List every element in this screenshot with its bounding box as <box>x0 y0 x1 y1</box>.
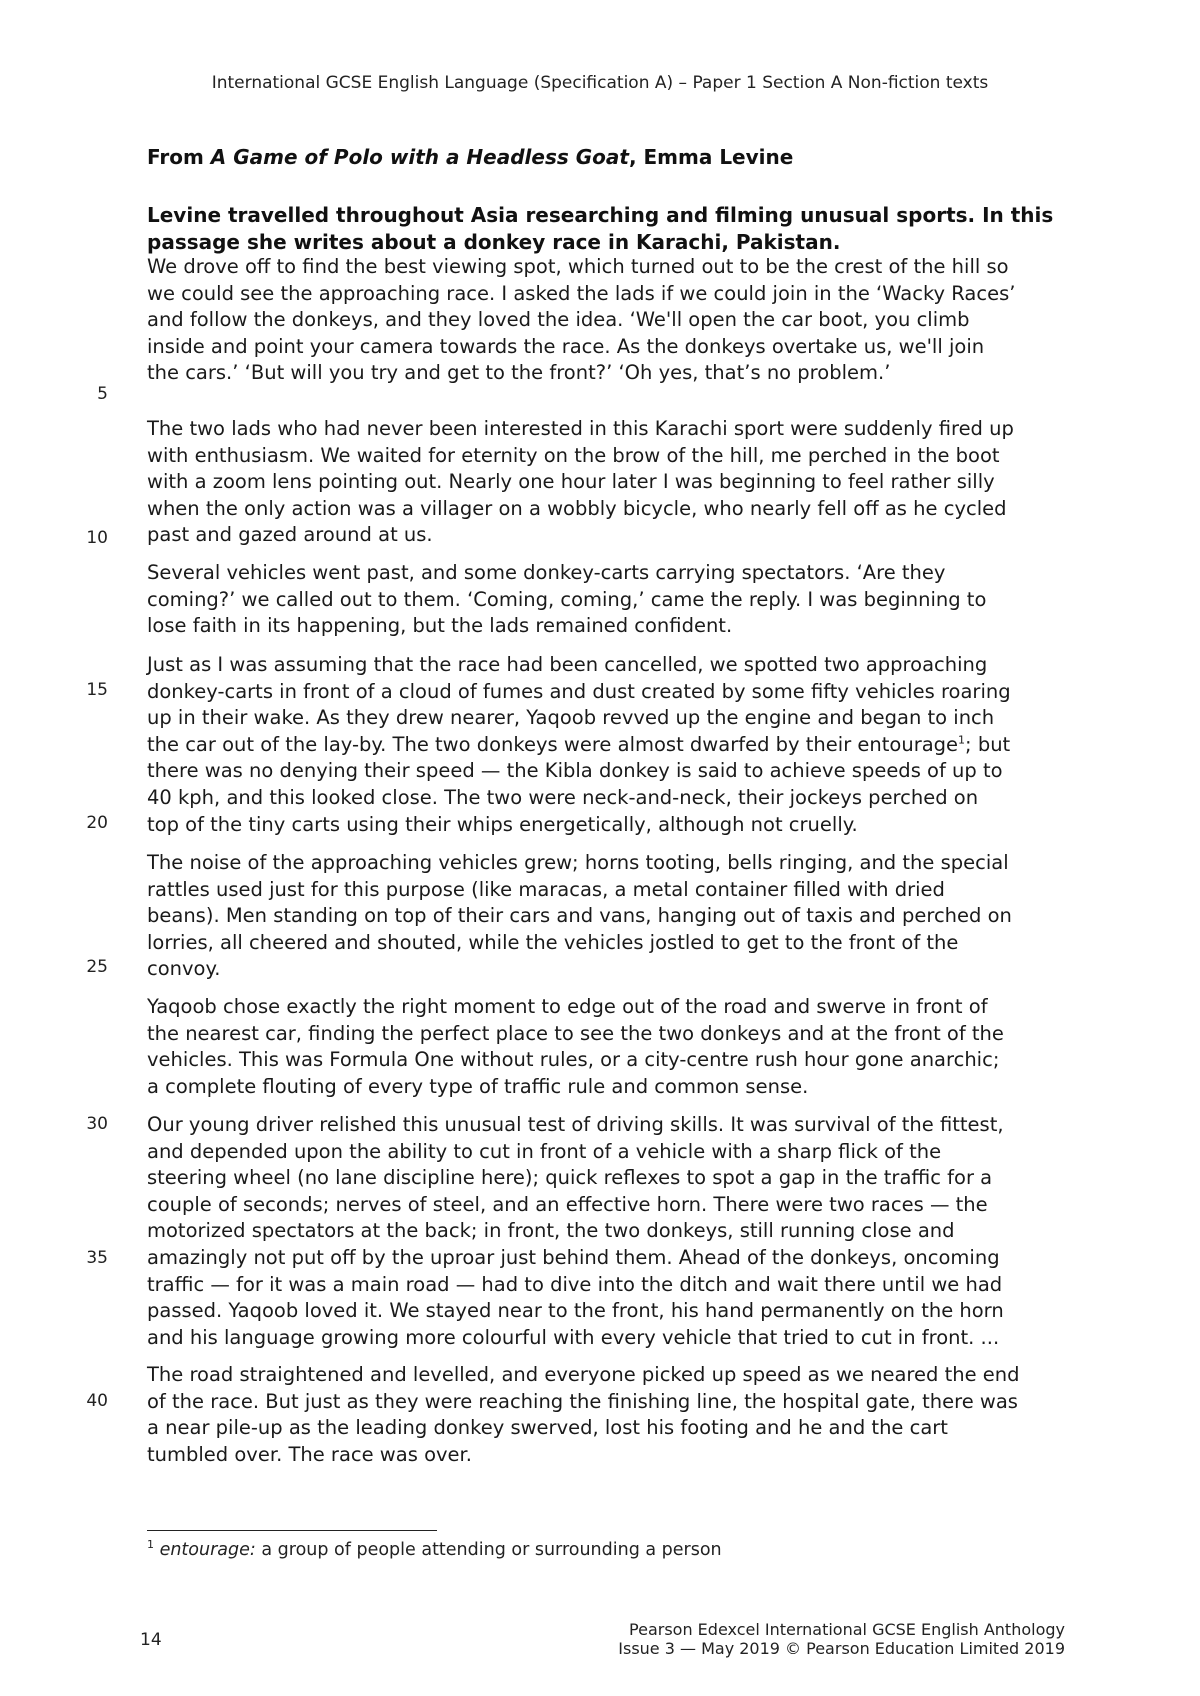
text-line: tumbled over. The race was over. <box>147 1442 472 1466</box>
text-line: inside and point your camera towards the race. As the donkeys overtake us, we'll join <box>147 334 985 358</box>
text-line: lorries, all cheered and shouted, while the vehicles jostled to get to the front of the <box>147 930 959 954</box>
paragraph-8 <box>147 1362 1092 1468</box>
text-line: the nearest car, finding the perfect place to see the two donkeys and at the front of the <box>147 1021 1004 1045</box>
paragraph-5 <box>147 850 1092 983</box>
text-line: and his language growing more colourful with every vehicle that tried to cut in front. ... <box>147 1325 1000 1349</box>
text-line-start: the car out of the lay-by. The two donkeys were almost dwarfed by their entourage <box>147 732 959 756</box>
text-line: The noise of the approaching vehicles grew; horns tooting, bells ringing, and the special <box>147 851 1009 874</box>
footnote-marker: 1 <box>147 1538 154 1552</box>
footnote-divider <box>147 1530 437 1531</box>
text-line: there was no denying their speed — the Kibla donkey is said to achieve speeds of up to <box>147 759 1003 783</box>
text-line: of the race. But just as they were reaching the finishing line, the hospital gate, there was <box>147 1389 1018 1413</box>
footer-line: Issue 3 — May 2019 © Pearson Education Limited 2019 <box>618 1639 1065 1658</box>
footnote-term: entourage: <box>159 1540 256 1560</box>
text-line: lose faith in its happening, but the lads remained confident. <box>147 614 733 638</box>
text-line: donkey-carts in front of a cloud of fumes and dust created by some fifty vehicles roaring <box>147 679 1011 703</box>
text-line: rattles used just for this purpose (like maracas, a metal container filled with dried <box>147 877 945 901</box>
line-number: 35 <box>86 1248 108 1268</box>
footnote <box>147 1540 722 1560</box>
text-line: and depended upon the ability to cut in front of a vehicle with a sharp flick of the <box>147 1139 942 1163</box>
title-author: , Emma Levine <box>628 145 794 169</box>
text-line: a near pile-up as the leading donkey swerved, lost his footing and he and the cart <box>147 1416 948 1440</box>
text-line: amazingly not put off by the uproar just behind them. Ahead of the donkeys, oncoming <box>147 1245 1000 1269</box>
text-line: when the only action was a villager on a wobbly bicycle, who nearly fell off as he cycled <box>147 496 1007 520</box>
text-line: with enthusiasm. We waited for eternity on the brow of the hill, me perched in the boot <box>147 443 1000 467</box>
page-number: 14 <box>140 1630 162 1650</box>
text-line: motorized spectators at the back; in front, the two donkeys, still running close and <box>147 1219 955 1243</box>
running-header: International GCSE English Language (Specification A) – Paper 1 Section A Non-fiction texts <box>211 73 989 93</box>
line-number: 25 <box>86 957 108 977</box>
paragraph-4 <box>147 652 1092 838</box>
text-line: beans). Men standing on top of their cars and vans, hanging out of taxis and perched on <box>147 904 1012 928</box>
text-line: vehicles. This was Formula One without rules, or a city-centre rush hour gone anarchic; <box>147 1048 1000 1072</box>
text-line: convoy. <box>147 957 221 981</box>
text-line-end: ; but <box>965 732 1011 756</box>
text-line: past and gazed around at us. <box>147 523 433 547</box>
footnote-ref: 1 <box>958 733 966 747</box>
intro-line: passage she writes about a donkey race in Karachi, Pakistan. <box>147 230 841 254</box>
extract-title <box>147 145 793 169</box>
intro-text <box>147 202 1087 256</box>
line-number: 20 <box>86 813 108 833</box>
text-line: 40 kph, and this looked close. The two were neck-and-neck, their jockeys perched on <box>147 785 979 809</box>
title-work: A Game of Polo with a Headless Goat <box>210 145 629 169</box>
text-line: The two lads who had never been interested in this Karachi sport were suddenly fired up <box>147 417 1014 440</box>
text-line: with a zoom lens pointing out. Nearly one hour later I was beginning to feel rather silly <box>147 470 995 494</box>
text-line: traffic — for it was a main road — had to dive into the ditch and wait there until we had <box>147 1272 1003 1296</box>
line-number: 40 <box>86 1391 108 1411</box>
text-line: Yaqoob chose exactly the right moment to edge out of the road and swerve in front of <box>147 995 988 1018</box>
text-line: couple of seconds; nerves of steel, and an effective horn. There were two races — the <box>147 1192 988 1216</box>
paragraph-3 <box>147 560 1092 640</box>
text-line: we could see the approaching race. I asked the lads if we could join in the ‘Wacky Races’ <box>147 281 1016 305</box>
text-line: top of the tiny carts using their whips energetically, although not cruelly. <box>147 812 858 836</box>
paragraph-7 <box>147 1112 1092 1351</box>
line-number: 15 <box>86 680 108 700</box>
text-line: We drove off to find the best viewing spot, which turned out to be the crest of the hill so <box>147 255 1009 278</box>
intro-line: Levine travelled throughout Asia researching and filming unusual sports. In this <box>147 203 1054 227</box>
text-line: steering wheel (no lane discipline here); quick reflexes to spot a gap in the traffic for a <box>147 1166 993 1190</box>
line-number: 10 <box>86 528 108 548</box>
page-footer <box>618 1620 1065 1658</box>
text-line: passed. Yaqoob loved it. We stayed near to the front, his hand permanently on the horn <box>147 1299 1004 1323</box>
text-line: up in their wake. As they drew nearer, Yaqoob revved up the engine and began to inch <box>147 706 995 730</box>
footnote-definition: a group of people attending or surrounding a person <box>255 1540 722 1560</box>
text-line <box>147 732 1092 759</box>
text-line: Just as I was assuming that the race had been cancelled, we spotted two approaching <box>147 653 988 676</box>
paragraph-6 <box>147 994 1092 1100</box>
text-line: The road straightened and levelled, and everyone picked up speed as we neared the end <box>147 1363 1020 1386</box>
line-number: 30 <box>86 1114 108 1134</box>
title-prefix: From <box>147 145 211 169</box>
text-line: Our young driver relished this unusual test of driving skills. It was survival of the fittest, <box>147 1113 1004 1136</box>
text-line: Several vehicles went past, and some donkey-carts carrying spectators. ‘Are they <box>147 561 946 584</box>
text-line: the cars.’ ‘But will you try and get to the front?’ ‘Oh yes, that’s no problem.’ <box>147 361 891 385</box>
footer-line: Pearson Edexcel International GCSE English Anthology <box>629 1620 1065 1639</box>
line-number: 5 <box>97 384 108 404</box>
text-line: a complete flouting of every type of traffic rule and common sense. <box>147 1074 809 1098</box>
text-line: and follow the donkeys, and they loved the idea. ‘We'll open the car boot, you climb <box>147 308 970 332</box>
paragraph-1 <box>147 254 1092 387</box>
text-line: coming?’ we called out to them. ‘Coming, coming,’ came the reply. I was beginning to <box>147 587 987 611</box>
paragraph-2 <box>147 416 1092 549</box>
